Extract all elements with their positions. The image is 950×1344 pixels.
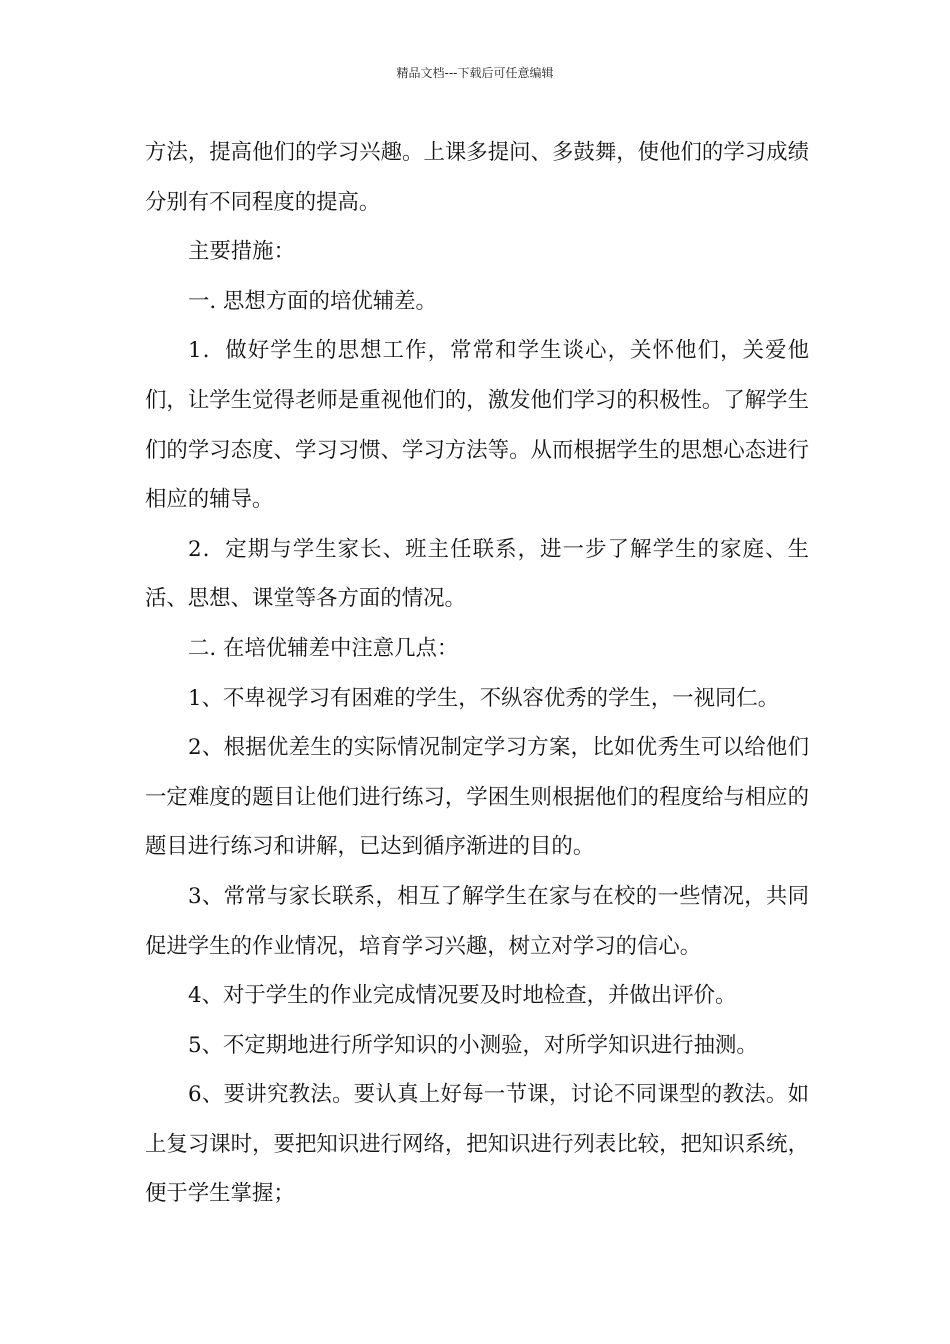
list-item: 1．做好学生的思想工作，常常和学生谈心，关怀他们，关爱他们，让学生觉得老师是重视他们的，激发他们学习的积极性。了解学生们的学习态度、学习习惯、学习方法等。从而根据学生的思想心态进行相应的辅导。 xyxy=(145,338,809,513)
paragraph: 方法，提高他们的学习兴趣。上课多提问、多鼓舞，使他们的学习成绩分别有不同程度的提高。 xyxy=(145,140,809,215)
list-item: 2、根据优差生的实际情况制定学习方案，比如优秀生可以给他们一定难度的题目让他们进行练习，学困生则根据他们的程度给与相应的题目进行练习和讲解，已达到循序渐进的目的。 xyxy=(145,735,809,860)
section-heading: 一. 思想方面的培优辅差。 xyxy=(188,288,437,314)
section-heading: 二. 在培优辅差中注意几点： xyxy=(188,635,459,661)
list-item: 5、不定期地进行所学知识的小测验，对所学知识进行抽测。 xyxy=(188,1032,758,1058)
document-body xyxy=(145,128,809,1219)
list-item: 3、常常与家长联系，相互了解学生在家与在校的一些情况，共同促进学生的作业情况，培育学习兴趣，树立对学习的信心。 xyxy=(145,883,809,959)
list-item: 2．定期与学生家长、班主任联系，进一步了解学生的家庭、生活、思想、课堂等各方面的情况。 xyxy=(145,536,809,612)
list-item: 4、对于学生的作业完成情况要及时地检查，并做出评价。 xyxy=(188,983,737,1009)
list-item: 6、要讲究教法。要认真上好每一节课，讨论不同课型的教法。如上复习课时，要把知识进行网络，把知识进行列表比较，把知识系统，便于学生掌握； xyxy=(145,1082,809,1207)
page-header: 精品文档---下载后可任意编辑 xyxy=(396,66,554,80)
section-label: 主要措施： xyxy=(188,239,295,265)
list-item: 1、不卑视学习有困难的学生，不纵容优秀的学生，一视同仁。 xyxy=(188,685,780,711)
